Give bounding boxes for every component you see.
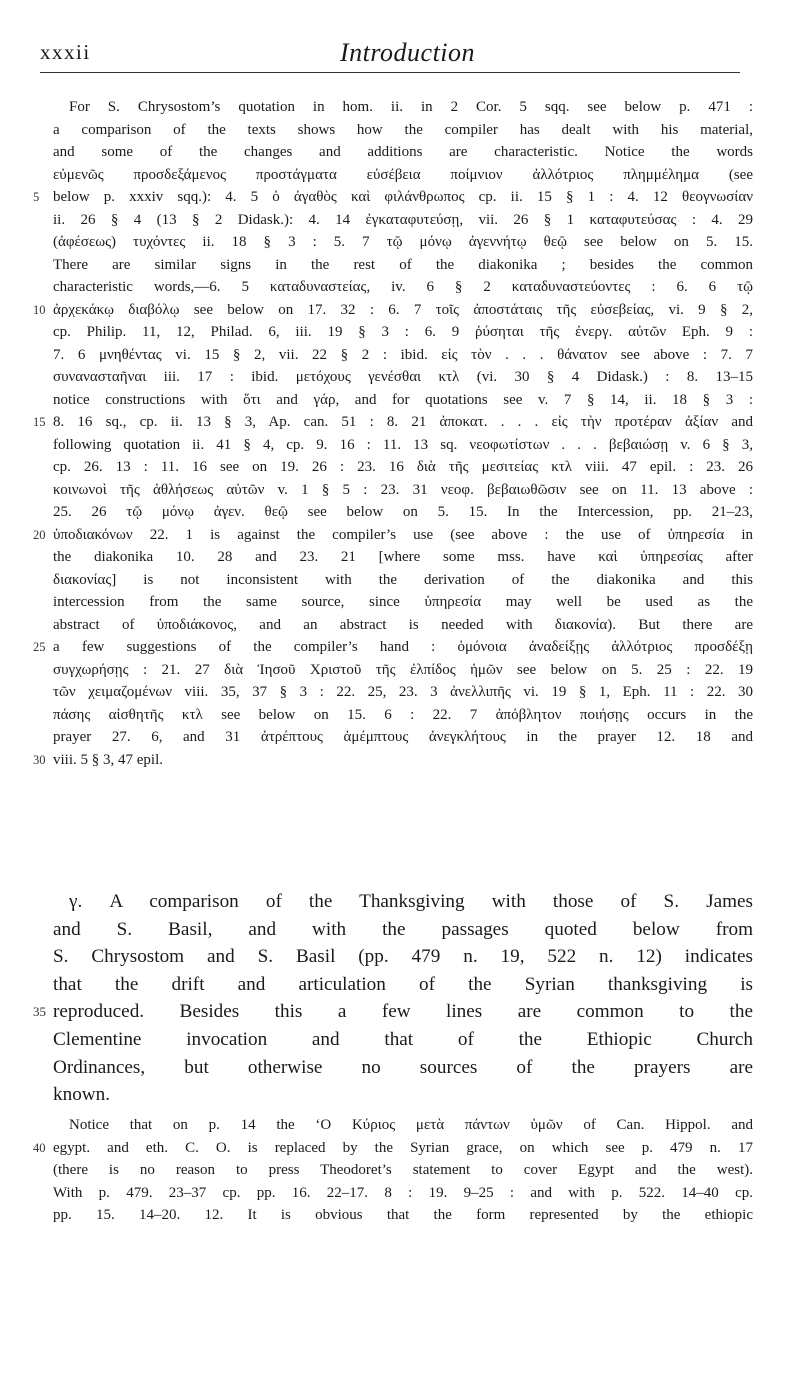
notes-line: συγχωρήσῃς : 21. 27 διὰ Ἰησοῦ Χριστοῦ τῆς ἐλπίδος ἡμῶν see below on 5. 25 : 22. 19 [53, 661, 753, 678]
line-number: 35 [33, 1004, 46, 1020]
notes-block [33, 96, 753, 771]
header-rule [40, 72, 740, 73]
notes-line: κοινωνοὶ τῆς ἀθλήσεως αὐτῶν v. 1 § 5 : 23. 31 νεοφ. βεβαιωθῶσιν see on 11. 13 above : [53, 481, 753, 498]
line-number: 40 [33, 1140, 46, 1155]
notes-line: 25. 26 τῷ μόνῳ ἀγεν. θεῷ see below on 5. 15. In the Intercession, pp. 21–23, [53, 504, 753, 520]
paragraph-line: known. [53, 1084, 111, 1106]
notes-line: 7. 6 μνηθέντας vi. 15 § 2, vii. 22 § 2 : ibid. εἰς τὸν . . . θάνατον see above : 7. 7 [53, 346, 753, 363]
notes-line-with-number [33, 186, 753, 209]
notes-line: πάσης αἰσθητῆς κτλ see below on 15. 6 : 22. 7 ἀπόβλητον ποιήσῃς occurs in the [53, 706, 753, 723]
notes-line: There are similar signs in the rest of the diakonika ; besides the common [53, 256, 753, 273]
notes-line-text: viii. 5 § 3, 47 epil. [53, 751, 163, 768]
notes-line-with-number [33, 749, 753, 772]
page-header [40, 40, 740, 74]
notes-line: a comparison of the texts shows how the compiler has dealt with his material, [53, 121, 753, 138]
notes-line: συνανασταῆναι iii. 17 : ibid. μετόχους γενέσθαι κτλ (vi. 30 § 4 Didask.) : 8. 13–15 [53, 369, 753, 385]
notes-line-text: ὑποδιακόνων 22. 1 is against the compiler’s use (see above : the use of ὑπηρεσία in [53, 526, 753, 543]
notes-line: Notice that on p. 14 the ‘Ο Κύριος μετὰ πάντων ὑμῶν of Can. Hippol. and [69, 1117, 753, 1133]
paragraph-line-with-number [33, 998, 753, 1026]
notes-line-text: egypt. and eth. C. O. is replaced by the Syrian grace, on which see p. 479 n. 17 [53, 1139, 753, 1156]
main-paragraph [33, 888, 753, 1109]
notes-block-2 [33, 1114, 753, 1227]
notes-line-with-number [33, 636, 753, 659]
line-number: 30 [33, 752, 46, 767]
notes-line-text: below p. xxxiv sqq.): 4. 5 ὁ ἀγαθὸς καὶ φιλάνθρωπος cp. ii. 15 § 1 : 4. 12 θεογνωσίαν [53, 189, 753, 205]
notes-line-with-number [33, 411, 753, 434]
notes-line-with-number [33, 524, 753, 547]
notes-line-text: 8. 16 sq., cp. ii. 13 § 3, Ap. can. 51 : 8. 21 ἀποκατ. . . . εἰς τὴν προτέραν ἀξίαν and [53, 414, 753, 430]
notes-line: following quotation ii. 41 § 4, cp. 9. 16 : 11. 13 sq. νεοφωτίστων . . . βεβαιώσῃ v. 6 § 3, [53, 436, 753, 453]
paragraph-line: Clementine invocation and that of the Ethiopic Church [53, 1028, 753, 1050]
notes-line: abstract of ὑποδιάκονος, and an abstract is needed with διακονία). But there are [53, 616, 753, 633]
paragraph-line: γ. A comparison of the Thanksgiving with those of S. James [69, 891, 753, 912]
line-number: 20 [33, 527, 46, 542]
notes-line: pp. 15. 14–20. 12. It is obvious that the form represented by the ethiopic [53, 1207, 753, 1223]
notes-line: cp. Philip. 11, 12, Philad. 6, iii. 19 § 3 : 6. 9 ῥύσηται τῆς ἐνεργ. αὐτῶν Eph. 9 : [53, 324, 753, 340]
paragraph-line: S. Chrysostom and S. Basil (pp. 479 n. 19, 522 n. 12) indicates [53, 946, 753, 968]
paragraph-line: that the drift and articulation of the Syrian thanksgiving is [53, 973, 753, 995]
notes-line: ii. 26 § 4 (13 § 2 Didask.): 4. 14 ἐγκαταφυτεύσῃ, vii. 26 § 1 καταφυτεύσας : 4. 29 [53, 211, 753, 228]
notes-line: διακονίας] is not inconsistent with the derivation of the diakonika and this [53, 571, 753, 588]
notes-line: For S. Chrysostom’s quotation in hom. ii. in 2 Cor. 5 sqq. see below p. 471 : [69, 99, 753, 115]
notes-line-text: a few suggestions of the compiler’s hand : ὁμόνοια ἀναδείξῃς ἀλλότριος προσδέξῃ [53, 639, 753, 655]
line-number: 10 [33, 302, 46, 317]
paragraph-line-text: reproduced. Besides this a few lines are common to the [53, 1001, 753, 1023]
notes-line: cp. 26. 13 : 11. 16 see on 19. 26 : 23. 16 διὰ τῆς μεσιτείας κτλ viii. 47 epil. : 23. 26 [53, 459, 753, 475]
notes-line: (ἀφέσεως) τυχόντες ii. 18 § 3 : 5. 7 τῷ μόνῳ ἀγεννήτῳ θεῷ see below on 5. 15. [53, 234, 753, 250]
notes-line: τῶν χειμαζομένων viii. 35, 37 § 3 : 22. 25, 23. 3 ἀνελλιπῆς vi. 19 § 1, Eph. 11 : 22. 30 [53, 684, 753, 700]
line-number: 15 [33, 415, 46, 429]
paragraph-line: Ordinances, but otherwise no sources of the prayers are [53, 1056, 753, 1078]
notes-line: characteristic words,—6. 5 καταδυναστείας, iv. 6 § 2 καταδυναστεύοντες : 6. 6 τῷ [53, 279, 753, 295]
notes-line: the diakonika 10. 28 and 23. 21 [where some mss. have καὶ ὑπηρεσίας after [53, 549, 753, 565]
notes-line: prayer 27. 6, and 31 ἀτρέπτους ἀμέμπτους ἀνεγκλήτους in the prayer 12. 18 and [53, 729, 753, 745]
running-title: Introduction [340, 38, 476, 67]
notes-line: and some of the changes and additions are characteristic. Notice the words [53, 144, 753, 160]
paragraph-line: and S. Basil, and with the passages quoted below from [53, 918, 753, 940]
line-number: 25 [33, 640, 46, 654]
notes-line: With p. 479. 23–37 cp. pp. 16. 22–17. 8 : 19. 9–25 : and with p. 522. 14–40 cp. [53, 1184, 753, 1201]
notes-line-text: ἀρχεκάκῳ διαβόλῳ see below on 17. 32 : 6. 7 τοῖς ἀποστάταις τῆς εὐσεβείας, vi. 9 § 2, [53, 301, 753, 318]
notes-line-with-number [33, 299, 753, 322]
line-number: 5 [33, 190, 40, 204]
notes-line: (there is no reason to press Theodoret’s statement to cover Egypt and the west). [53, 1162, 753, 1178]
notes-line-with-number [33, 1137, 753, 1160]
notes-line: notice constructions with ὅτι and γάρ, and for quotations see v. 7 § 14, ii. 18 § 3 : [53, 391, 753, 408]
notes-line: εὐμενῶς προσδεξάμενος προστάγματα εὐσέβεια ποίμνιον ἀλλότριος πλημμέλημα (see [53, 166, 753, 183]
notes-line: intercession from the same source, since ὑπηρεσία may well be used as the [53, 594, 753, 610]
page-number: xxxii [40, 40, 91, 64]
